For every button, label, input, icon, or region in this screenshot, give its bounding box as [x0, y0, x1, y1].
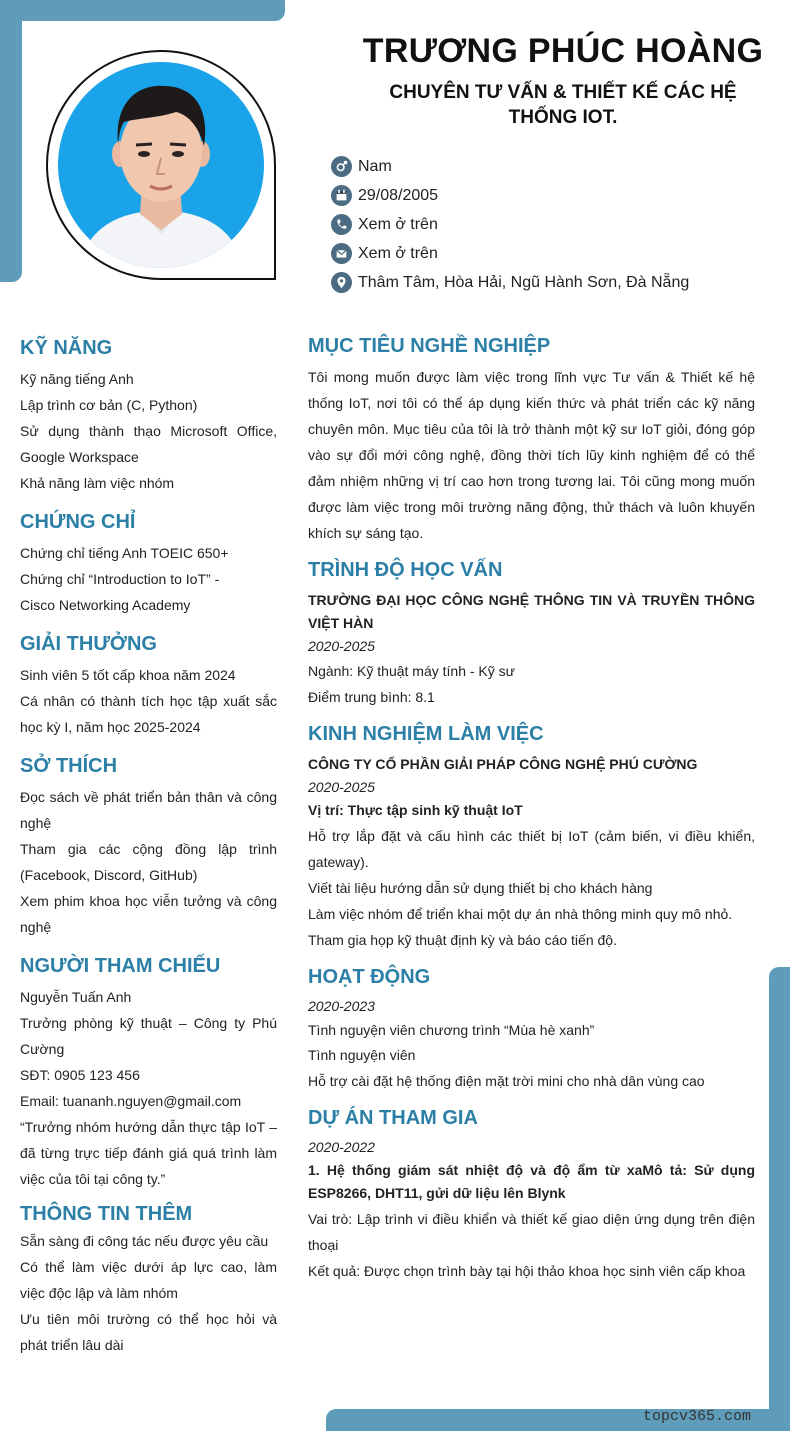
- reference-item: Email: tuananh.nguyen@gmail.com: [20, 1093, 242, 1109]
- company-name: CÔNG TY CỔ PHẦN GIẢI PHÁP CÔNG NGHỆ PHÚ CƯỜNG: [308, 756, 698, 772]
- certificates-title: CHỨNG CHỈ: [20, 511, 136, 533]
- extra-info-item: Sẵn sàng đi công tác nếu được yêu cầu: [20, 1233, 269, 1249]
- contact-email-text: Xem ở trên: [358, 244, 438, 262]
- education-section: [308, 556, 755, 710]
- hobbies-title: SỞ THÍCH: [20, 755, 118, 777]
- profile-photo-frame: [46, 50, 276, 280]
- contact-address-text: Thâm Tâm, Hòa Hải, Ngũ Hành Sơn, Đà Nẵng: [358, 273, 690, 291]
- candidate-name: TRƯƠNG PHÚC HOÀNG: [362, 32, 764, 70]
- location-icon: [331, 272, 352, 293]
- contact-gender: [331, 152, 689, 181]
- contact-gender-text: Nam: [358, 157, 392, 175]
- education-title: TRÌNH ĐỘ HỌC VẤN: [308, 559, 503, 581]
- activity-item: Tình nguyện viên chương trình “Mùa hè xanh”: [308, 1022, 595, 1038]
- hobbies-section: [20, 752, 277, 940]
- experience-title: KINH NGHIỆM LÀM VIỆC: [308, 723, 544, 745]
- extra-info-title: THÔNG TIN THÊM: [20, 1203, 193, 1225]
- left-accent-bar: [0, 0, 22, 282]
- skill-item: Kỹ năng tiếng Anh: [20, 371, 134, 387]
- hobby-item: Xem phim khoa học viễn tưởng và công nghệ: [20, 893, 277, 935]
- profile-photo: [58, 62, 264, 268]
- skill-item: Lập trình cơ bản (C, Python): [20, 397, 198, 413]
- gender-icon: [331, 156, 352, 177]
- experience-period: 2020-2025: [308, 779, 375, 795]
- hobby-item: Đọc sách về phát triển bản thân và công nghệ: [20, 789, 277, 831]
- extra-info-item: Ưu tiên môi trường có thể học hỏi và phát triển lâu dài: [20, 1311, 277, 1353]
- contact-birthday-text: 29/08/2005: [358, 186, 439, 204]
- job-title: CHUYÊN TƯ VẤN & THIẾT KẾ CÁC HỆ THỐNG IOT.: [389, 82, 737, 128]
- contact-email: [331, 239, 689, 268]
- contact-list: [331, 152, 689, 297]
- project-name: 1. Hệ thống giám sát nhiệt độ và độ ẩm từ xaMô tả: Sử dụng ESP8266, DHT11, gửi dữ liệu lên Blynk: [308, 1162, 755, 1201]
- certificates-section: [20, 508, 277, 618]
- certificate-item: Chứng chỉ “Introduction to IoT” - Cisco Networking Academy: [20, 571, 220, 613]
- extra-info-item: Có thể làm việc dưới áp lực cao, làm việc độc lập và làm nhóm: [20, 1259, 277, 1301]
- project-item: Vai trò: Lập trình vi điều khiển và thiết kế giao diện ứng dụng trên điện thoại: [308, 1211, 755, 1253]
- skill-item: Sử dụng thành thạo Microsoft Office, Google Workspace: [20, 423, 277, 465]
- certificate-item: Chứng chỉ tiếng Anh TOEIC 650+: [20, 545, 229, 561]
- activity-item: Tình nguyện viên: [308, 1047, 416, 1063]
- experience-item: Viết tài liệu hướng dẫn sử dụng thiết bị cho khách hàng: [308, 880, 653, 896]
- extra-info-section: [20, 1200, 277, 1358]
- education-item: Điểm trung bình: 8.1: [308, 689, 435, 705]
- award-item: Cá nhân có thành tích học tập xuất sắc học kỳ I, năm học 2025-2024: [20, 693, 277, 735]
- right-column: [308, 332, 755, 1294]
- phone-icon: [331, 214, 352, 235]
- project-item: Kết quả: Được chọn trình bày tại hội thảo khoa học sinh viên cấp khoa: [308, 1263, 746, 1279]
- objective-title: MỤC TIÊU NGHỀ NGHIỆP: [308, 335, 551, 357]
- reference-item: Trưởng phòng kỹ thuật – Công ty Phú Cường: [20, 1015, 277, 1057]
- education-period: 2020-2025: [308, 638, 375, 654]
- references-section: [20, 952, 277, 1192]
- experience-item: Hỗ trợ lắp đặt và cấu hình các thiết bị IoT (cảm biến, vi điều khiển, gateway).: [308, 828, 755, 870]
- contact-birthday: [331, 181, 689, 210]
- activities-period: 2020-2023: [308, 998, 375, 1014]
- person-portrait-icon: [58, 62, 264, 268]
- activity-item: Hỗ trợ cài đặt hệ thống điện mặt trời mini cho nhà dân vùng cao: [308, 1073, 705, 1089]
- watermark: topcv365.com: [643, 1408, 752, 1425]
- left-column: [20, 334, 277, 1370]
- skills-section: [20, 334, 277, 496]
- contact-phone: [331, 210, 689, 239]
- objective-section: [308, 332, 755, 546]
- projects-section: [308, 1104, 755, 1284]
- email-icon: [331, 243, 352, 264]
- experience-item: Làm việc nhóm để triển khai một dự án nhà thông minh quy mô nhỏ.: [308, 906, 733, 922]
- hobby-item: Tham gia các cộng đồng lập trình (Facebook, Discord, GitHub): [20, 841, 277, 883]
- award-item: Sinh viên 5 tốt cấp khoa năm 2024: [20, 667, 236, 683]
- position: Vị trí: Thực tập sinh kỹ thuật IoT: [308, 802, 523, 818]
- skills-title: KỸ NĂNG: [20, 337, 113, 359]
- reference-item: “Trưởng nhóm hướng dẫn thực tập IoT – đã từng trực tiếp đánh giá quá trình làm việc của tôi tại công ty.”: [20, 1119, 277, 1187]
- project-period: 2020-2022: [308, 1139, 375, 1155]
- references-title: NGƯỜI THAM CHIẾU: [20, 955, 221, 977]
- reference-item: SĐT: 0905 123 456: [20, 1067, 140, 1083]
- calendar-icon: [331, 185, 352, 206]
- skill-item: Khả năng làm việc nhóm: [20, 475, 175, 491]
- education-item: Ngành: Kỹ thuật máy tính - Kỹ sư: [308, 663, 516, 679]
- awards-section: [20, 630, 277, 740]
- activities-section: [308, 963, 755, 1094]
- contact-phone-text: Xem ở trên: [358, 215, 438, 233]
- top-accent-bar: [0, 0, 285, 21]
- school-name: TRƯỜNG ĐẠI HỌC CÔNG NGHỆ THÔNG TIN VÀ TRUYỀN THÔNG VIỆT HÀN: [308, 592, 755, 631]
- activities-title: HOẠT ĐỘNG: [308, 966, 431, 988]
- reference-item: Nguyễn Tuấn Anh: [20, 989, 132, 1005]
- experience-item: Tham gia họp kỹ thuật định kỳ và báo cáo tiến độ.: [308, 932, 617, 948]
- contact-address: [331, 268, 689, 297]
- projects-title: DỰ ÁN THAM GIA: [308, 1107, 478, 1129]
- experience-section: [308, 720, 755, 953]
- awards-title: GIẢI THƯỞNG: [20, 633, 157, 655]
- objective-text: Tôi mong muốn được làm việc trong lĩnh vực Tư vấn & Thiết kế hệ thống IoT, nơi tôi có thể áp dụng kiến thức và phát triển các kỹ năng chuyên môn. Mục tiêu của tôi là trở thành một kỹ sư IoT giỏi, đóng góp vào sự đổi mới công nghệ, đồng thời tích lũy kinh nghiệm để có thể đảm nhiệm những vị trí cao hơn trong tương lai. Tôi cũng mong muốn được làm việc trong môi trường năng động, thử thách và luôn khuyến khích sự sáng tạo.: [308, 369, 755, 541]
- right-accent-bar: [769, 967, 790, 1431]
